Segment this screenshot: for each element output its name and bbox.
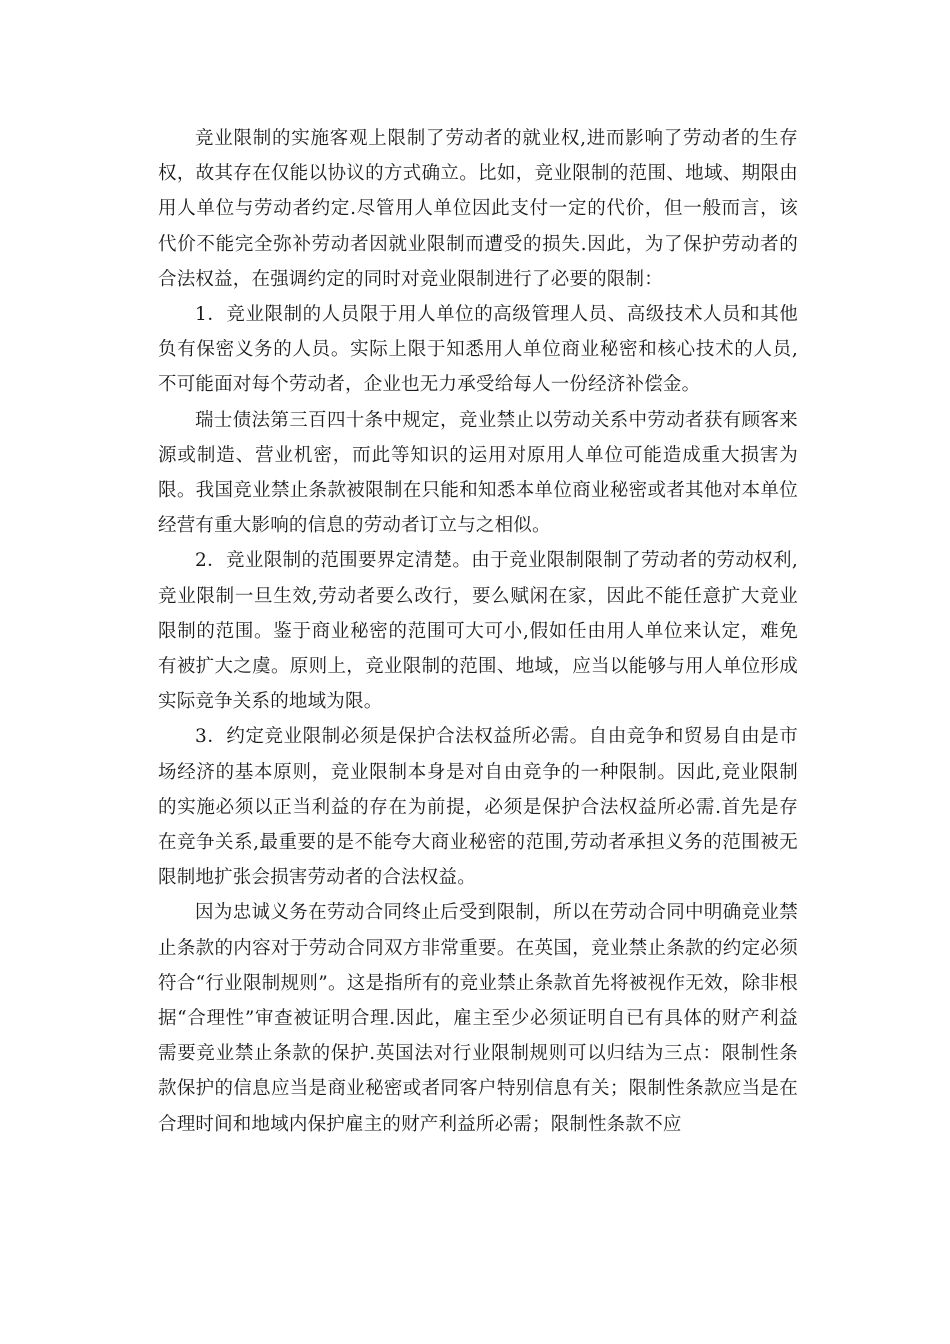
paragraph-point-1: 1．竞业限制的人员限于用人单位的高级管理人员、高级技术人员和其他负有保密义务的人员。实际上限于知悉用人单位商业秘密和核心技术的人员,不可能面对每个劳动者，企业也无力承受给每人一份经济补偿金。: [158, 304, 798, 396]
paragraph-uk-law: 因为忠诚义务在劳动合同终止后受到限制，所以在劳动合同中明确竞业禁止条款的内容对于劳动合同双方非常重要。在英国，竞业禁止条款的约定必须符合“行业限制规则”。这是指所有的竞业禁止条款首先将被视作无效，除非根据“合理性”审查被证明合理.因此，雇主至少必须证明自已有具体的财产利益需要竞业禁止条款的保护.英国法对行业限制规则可以归结为三点：限制性条款保护的信息应当是商业秘密或者同客户特别信息有关；限制性条款应当是在合理时间和地域内保护雇主的财产利益所必需；限制性条款不应: [158, 902, 798, 1135]
paragraph-intro: 竞业限制的实施客观上限制了劳动者的就业权,进而影响了劳动者的生存权，故其存在仅能以协议的方式确立。比如，竞业限制的范围、地域、期限由用人单位与劳动者约定.尽管用人单位因此支付一定的代价，但一般而言，该代价不能完全弥补劳动者因就业限制而遭受的损失.因此，为了保护劳动者的合法权益，在强调约定的同时对竞业限制进行了必要的限制：: [158, 128, 798, 290]
paragraph-point-2: 2．竞业限制的范围要界定清楚。由于竞业限制限制了劳动者的劳动权利,竞业限制一旦生效,劳动者要么改行，要么赋闲在家，因此不能任意扩大竞业限制的范围。鉴于商业秘密的范围可大可小,假如任由用人单位来认定，难免有被扩大之虞。原则上，竞业限制的范围、地域，应当以能够与用人单位形成实际竞争关系的地域为限。: [158, 550, 798, 713]
document-body: [158, 121, 798, 1142]
paragraph-point-3: 3．约定竞业限制必须是保护合法权益所必需。自由竞争和贸易自由是市场经济的基本原则，竞业限制本身是对自由竞争的一种限制。因此,竞业限制的实施必须以正当利益的存在为前提，必须是保护合法权益所必需.首先是存在竞争关系,最重要的是不能夸大商业秘密的范围,劳动者承担义务的范围被无限制地扩张会损害劳动者的合法权益。: [158, 726, 798, 889]
paragraph-swiss-law: 瑞士债法第三百四十条中规定，竞业禁止以劳动关系中劳动者获有顾客来源或制造、营业机密，而此等知识的运用对原用人单位可能造成重大损害为限。我国竞业禁止条款被限制在只能和知悉本单位商业秘密或者其他对本单位经营有重大影响的信息的劳动者订立与之相似。: [158, 409, 798, 537]
